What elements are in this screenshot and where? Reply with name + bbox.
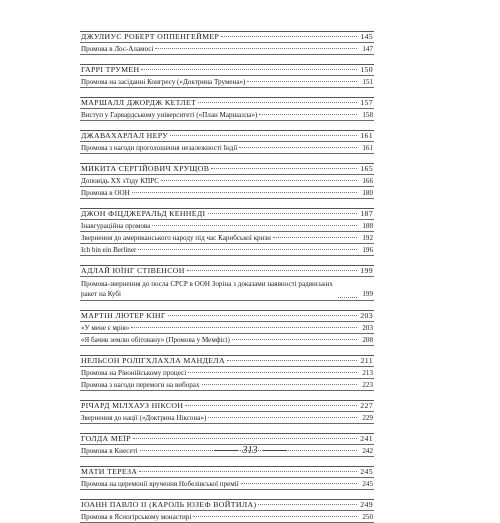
author-page-number: 249 xyxy=(360,500,373,509)
author-name: НЕЛЬСОН РОЛІГХЛАХЛА МАНДЕЛА xyxy=(81,356,225,365)
toc-section xyxy=(80,499,374,523)
author-page-number: 187 xyxy=(360,209,373,218)
section-gap xyxy=(80,490,374,499)
author-page-number: 245 xyxy=(360,467,373,476)
toc-entry-row xyxy=(80,244,374,256)
author-page-number: 211 xyxy=(360,356,373,365)
toc-entry-row xyxy=(80,109,374,121)
toc-author-row xyxy=(80,265,374,277)
leader-dots xyxy=(259,114,357,115)
toc-section xyxy=(80,130,374,154)
speech-title: Звернення до американського народу під час Карибської кризи xyxy=(81,234,271,242)
author-name: ДЖОН ФІЦДЖЕРАЛЬД КЕННЕДІ xyxy=(81,209,206,218)
toc-author-row xyxy=(80,310,374,322)
speech-page-number: 242 xyxy=(362,447,373,455)
author-name: РІЧАРД МІЛХАУЗ НІКСОН xyxy=(81,401,184,410)
section-gap xyxy=(80,346,374,355)
author-name: МИКИТА СЕРГІЙОВИЧ ХРУЩОВ xyxy=(81,164,210,173)
toc-author-row xyxy=(80,64,374,76)
speech-title: Промова в Кнесеті xyxy=(81,447,138,455)
leader-dots xyxy=(247,81,357,82)
speech-page-number: 229 xyxy=(362,414,373,422)
toc-section xyxy=(80,208,374,256)
speech-title: Промова на Рівонійському процесі xyxy=(81,369,187,377)
author-page-number: 203 xyxy=(360,311,373,320)
speech-title: Ich bin ein Berliner xyxy=(81,246,137,254)
footer-rule-right xyxy=(263,450,287,451)
leader-dots xyxy=(208,417,357,418)
toc-author-row xyxy=(80,499,374,511)
author-page-number: 157 xyxy=(360,98,373,107)
toc-section xyxy=(80,400,374,424)
toc-author-row xyxy=(80,31,374,43)
leader-dots xyxy=(273,237,357,238)
toc-section xyxy=(80,64,374,88)
speech-page-number: 166 xyxy=(362,177,373,185)
speech-page-number: 188 xyxy=(362,222,373,230)
section-gap xyxy=(80,88,374,97)
section-gap xyxy=(80,199,374,208)
leader-dots xyxy=(258,504,357,505)
toc-section xyxy=(80,265,374,301)
leader-dots xyxy=(193,516,357,517)
toc-entry-row xyxy=(80,367,374,379)
speech-page-number: 180 xyxy=(362,189,373,197)
speech-title: Промова-звернення до посла СРСР в ООН Зоріна з доказами наявності радянських ракет на Кубі xyxy=(81,280,333,298)
author-page-number: 165 xyxy=(360,164,373,173)
toc-entry-row xyxy=(80,232,374,244)
speech-title: Промова в Ясногірському монастирі xyxy=(81,513,192,521)
toc-section xyxy=(80,31,374,55)
leader-dots xyxy=(139,471,357,472)
speech-page-number: 199 xyxy=(362,290,373,298)
leader-dots xyxy=(202,384,358,385)
toc-entry-row xyxy=(80,175,374,187)
author-name: МАТИ ТЕРЕЗА xyxy=(81,467,138,476)
section-gap xyxy=(80,391,374,400)
speech-title: Виступ у Гарвардському університеті («План Маршалла») xyxy=(81,111,258,119)
page-footer xyxy=(0,445,500,456)
author-name: ГАРРІ ТРУМЕН xyxy=(81,65,140,74)
leader-dots xyxy=(208,213,357,214)
section-gap xyxy=(80,121,374,130)
speech-title: Промова на церемонії вручення Нобелівської премії xyxy=(81,480,239,488)
speech-title: «У мене є мрія» xyxy=(81,324,130,332)
toc-author-row xyxy=(80,130,374,142)
leader-dots xyxy=(132,192,357,193)
author-name: ДЖУЛИУС РОБЕРТ ОППЕНГЕЙМЕР xyxy=(81,32,220,41)
toc-section xyxy=(80,466,374,490)
speech-title: Інавгураційна промова xyxy=(81,222,151,230)
leader-dots xyxy=(227,360,357,361)
toc-entry-row xyxy=(80,220,374,232)
toc-entry-row xyxy=(80,379,374,391)
section-gap xyxy=(80,256,374,265)
leader-dots xyxy=(239,147,357,148)
speech-title: Промова з нагоди проголошення незалежності Індії xyxy=(81,144,238,152)
toc-entry-row xyxy=(80,322,374,334)
toc-entry-row xyxy=(80,511,374,523)
author-page-number: 150 xyxy=(360,65,373,74)
speech-title: Звернення до нації («Доктрина Ніксона») xyxy=(81,414,207,422)
speech-page-number: 223 xyxy=(362,381,373,389)
leader-dots xyxy=(168,315,357,316)
speech-page-number: 203 xyxy=(362,324,373,332)
author-page-number: 241 xyxy=(360,434,373,443)
section-gap xyxy=(80,424,374,433)
leader-dots xyxy=(138,249,357,250)
speech-page-number: 245 xyxy=(362,480,373,488)
author-name: ІОАНН ПАВЛО ІІ (КАРОЛЬ ЮЗЕФ ВОЙТИЛА) xyxy=(81,500,257,509)
leader-dots xyxy=(131,327,357,328)
leader-dots xyxy=(188,372,357,373)
speech-page-number: 147 xyxy=(362,45,373,53)
toc-section xyxy=(80,97,374,121)
toc-entry-row xyxy=(80,478,374,490)
author-page-number: 145 xyxy=(360,32,373,41)
toc-entry-row xyxy=(80,142,374,154)
leader-dots xyxy=(161,180,357,181)
toc-entry-row xyxy=(80,76,374,88)
leader-dots xyxy=(155,48,357,49)
leader-dots xyxy=(185,405,357,406)
author-name: ГОЛДА МЕЇР xyxy=(81,434,131,443)
speech-page-number: 213 xyxy=(362,369,373,377)
leader-dots xyxy=(221,36,357,37)
toc-author-row xyxy=(80,208,374,220)
toc-author-row xyxy=(80,433,374,445)
speech-page-number: 161 xyxy=(362,144,373,152)
toc-entry-row xyxy=(80,43,374,55)
speech-title: Промова в Лос-Аламосі xyxy=(81,45,154,53)
leader-dots xyxy=(241,483,357,484)
section-gap xyxy=(80,55,374,64)
speech-title: Промова в ООН xyxy=(81,189,130,197)
speech-title: Промова з нагоди перемоги на виборах xyxy=(81,381,200,389)
speech-page-number: 192 xyxy=(362,234,373,242)
author-page-number: 199 xyxy=(360,266,373,275)
toc-author-row xyxy=(80,355,374,367)
speech-page-number: 196 xyxy=(362,246,373,254)
toc-entry-row xyxy=(80,334,374,346)
toc-entry-row xyxy=(80,277,374,301)
speech-page-number: 250 xyxy=(362,513,373,521)
leader-dots xyxy=(133,438,357,439)
page-number: 313 xyxy=(242,445,258,456)
toc-section xyxy=(80,163,374,199)
author-name: МАРТІН ЛЮТЕР КІНГ xyxy=(81,311,166,320)
leader-dots xyxy=(170,135,357,136)
leader-dots xyxy=(211,168,357,169)
toc-entry-row xyxy=(80,412,374,424)
author-name: МАРШАЛЛ ДЖОРДЖ КЕТЛЕТ xyxy=(81,98,197,107)
toc-author-row xyxy=(80,400,374,412)
toc-author-row xyxy=(80,163,374,175)
author-name: АДЛАЙ ЮЇНГ СТІВЕНСОН xyxy=(81,266,185,275)
leader-dots xyxy=(141,69,357,70)
section-gap xyxy=(80,457,374,466)
author-page-number: 227 xyxy=(360,401,373,410)
leader-dots xyxy=(152,225,357,226)
speech-page-number: 208 xyxy=(362,336,373,344)
toc-author-row xyxy=(80,466,374,478)
speech-page-number: 158 xyxy=(362,111,373,119)
speech-page-number: 151 xyxy=(362,78,373,86)
leader-dots xyxy=(232,339,357,340)
leader-dots xyxy=(198,102,357,103)
section-gap xyxy=(80,301,374,310)
toc-section xyxy=(80,310,374,346)
author-name: ДЖАВАХАРЛАЛ НЕРУ xyxy=(81,131,169,140)
leader-dots xyxy=(338,297,357,298)
author-page-number: 161 xyxy=(360,131,373,140)
toc-section xyxy=(80,355,374,391)
speech-title: Доповідь XX з'їзду КПРС xyxy=(81,177,159,185)
speech-title: «Я бачив землю обітовану» (Промова у Мемфісі) xyxy=(81,336,230,344)
speech-title: Промова на засіданні Конгресу («Доктрина Трумена») xyxy=(81,78,246,86)
toc-author-row xyxy=(80,97,374,109)
section-gap xyxy=(80,154,374,163)
toc-entry-row xyxy=(80,187,374,199)
leader-dots xyxy=(187,270,357,271)
footer-rule-left xyxy=(214,450,238,451)
